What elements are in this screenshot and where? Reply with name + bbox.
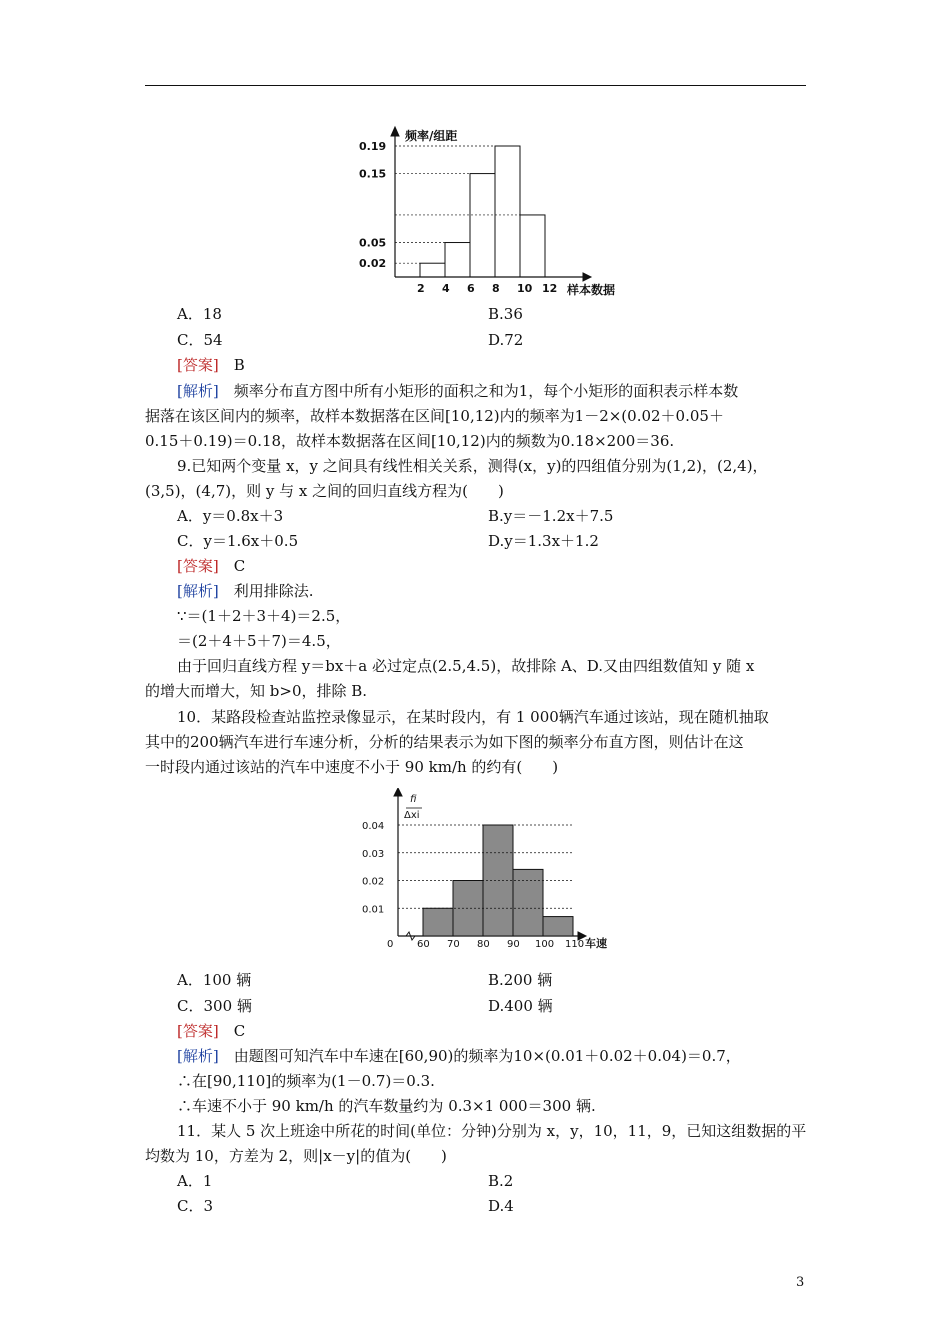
- y-tick-label: 0.02: [359, 257, 387, 271]
- q8-option-c: C．54: [177, 331, 223, 349]
- x-tick-label: 10: [517, 282, 533, 295]
- q8-answer-line: [177, 355, 245, 375]
- q10-option-a: A．100 辆: [177, 971, 252, 989]
- q8-option-d: D.72: [488, 331, 524, 349]
- q9-line-2: ∵＝(1＋2＋3＋4)＝2.5，: [177, 607, 351, 625]
- q11-option-d: D.4: [488, 1197, 514, 1215]
- chart2-xlabel: 车速: [585, 937, 607, 950]
- histogram-bar: [423, 908, 453, 936]
- q9-answer-line: [177, 556, 245, 576]
- histogram-bar: [445, 243, 470, 277]
- y-axis-arrow: [391, 127, 399, 136]
- q9-line-3: ＝(2＋4＋5＋7)＝4.5，: [177, 632, 341, 650]
- q9-analysis-line: [177, 581, 314, 601]
- q8-analysis-3: 0.15＋0.19)＝0.18，故样本数据落在区间[10,12)内的频数为0.18×200＝36.: [145, 432, 675, 450]
- answer-tag: [答案]: [177, 356, 219, 374]
- q8-analysis-line: [177, 381, 738, 401]
- histogram-bar: [520, 215, 545, 277]
- q8-option-b: B.36: [488, 305, 523, 323]
- y-tick-label: 0.01: [362, 904, 385, 916]
- q9-option-d: D.y＝1.3x＋1.2: [488, 532, 599, 550]
- page-number: 3: [796, 1275, 805, 1290]
- y-tick-label: 0.04: [362, 821, 385, 832]
- answer-tag: [答案]: [177, 557, 219, 575]
- histogram-sample-data: [355, 120, 635, 300]
- analysis-tag: [解析]: [177, 582, 219, 600]
- chart1-title: 频率/组距: [405, 129, 458, 143]
- q9-answer: C: [233, 557, 246, 575]
- histogram-vehicle-speed: [360, 788, 620, 958]
- y-axis-arrow: [394, 788, 402, 796]
- q9-analysis-1: 利用排除法.: [233, 582, 314, 600]
- x-tick-label: 60: [417, 939, 430, 950]
- q8-option-a: A．18: [177, 305, 222, 323]
- y-tick-label: 0.03: [362, 848, 385, 860]
- q10-option-d: D.400 辆: [488, 997, 553, 1015]
- q10-stem-1: 10．某路段检查站监控录像显示，在某时段内，有 1 000辆汽车通过该站，现在随机抽取: [177, 708, 769, 726]
- x-tick-label: 6: [467, 282, 475, 295]
- q9-option-c: C．y＝1.6x＋0.5: [177, 532, 299, 550]
- q8-analysis-1: 频率分布直方图中所有小矩形的面积之和为1，每个小矩形的面积表示样本数: [233, 382, 739, 400]
- chart2-ylabel-top: fi: [410, 794, 417, 805]
- q10-analysis-line: [177, 1046, 741, 1066]
- histogram-bar: [543, 917, 573, 936]
- x-axis-arrow: [583, 273, 591, 281]
- q9-line-4: 由于回归直线方程 y＝bx＋a 必过定点(2.5,4.5)，故排除 A、D.又由四组数值知 y 随 x: [177, 657, 755, 675]
- histogram-bar: [495, 146, 520, 277]
- x-tick-label: 70: [447, 939, 460, 950]
- q11-option-a: A．1: [177, 1172, 213, 1190]
- x-tick-label: 2: [417, 282, 425, 295]
- q11-stem-2: 均数为 10，方差为 2，则|x－y|的值为( ): [145, 1147, 447, 1165]
- q10-line-2: ∴在[90,110]的频率为(1－0.7)＝0.3.: [177, 1072, 435, 1090]
- histogram-bar: [513, 869, 543, 936]
- histogram-bar: [470, 174, 495, 277]
- q10-stem-3: 一时段内通过该站的汽车中速度不小于 90 km/h 的约有( ): [145, 758, 559, 776]
- q10-option-b: B.200 辆: [488, 971, 553, 989]
- q10-analysis-1: 由题图可知汽车中车速在[60,90)的频率为10×(0.01＋0.02＋0.04)＝0.7，: [233, 1047, 741, 1065]
- q10-answer-line: [177, 1021, 245, 1041]
- analysis-tag: [解析]: [177, 382, 219, 400]
- x-tick-label: 4: [442, 282, 450, 295]
- q11-stem-1: 11．某人 5 次上班途中所花的时间(单位：分钟)分别为 x，y，10，11，9，已知这组数据的平: [177, 1122, 807, 1140]
- y-tick-label: 0.15: [359, 167, 387, 181]
- q9-line-5: 的增大而增大，知 b>0，排除 B.: [145, 682, 368, 700]
- x-tick-label: 8: [492, 282, 500, 295]
- x-tick-label: 12: [542, 282, 558, 295]
- y-tick-label: 0.02: [362, 876, 385, 888]
- x-tick-label: 90: [507, 939, 520, 950]
- q11-option-b: B.2: [488, 1172, 514, 1190]
- q9-option-a: A．y＝0.8x＋3: [177, 507, 284, 525]
- x-tick-label: 80: [477, 939, 490, 950]
- q8-answer: B: [233, 356, 245, 374]
- q9-stem-1: 9.已知两个变量 x，y 之间具有线性相关关系，测得(x，y)的四组值分别为(1,2)，(2,4)，: [177, 457, 768, 475]
- chart2-origin: 0: [387, 939, 394, 950]
- q10-option-c: C．300 辆: [177, 997, 252, 1015]
- answer-tag: [答案]: [177, 1022, 219, 1040]
- chart1-xlabel: 样本数据: [567, 283, 616, 297]
- x-tick-label: 100: [535, 939, 555, 950]
- chart2-ylabel-bottom: Δxi: [404, 810, 420, 821]
- y-tick-label: 0.05: [359, 236, 387, 250]
- q10-stem-2: 其中的200辆汽车进行车速分析，分析的结果表示为如下图的频率分布直方图，则估计在这: [145, 733, 744, 751]
- header-rule: [145, 85, 806, 86]
- q11-option-c: C．3: [177, 1197, 214, 1215]
- histogram-bar: [420, 263, 445, 277]
- q9-stem-2: (3,5)，(4,7)，则 y 与 x 之间的回归直线方程为( ): [145, 482, 504, 500]
- q9-option-b: B.y＝－1.2x＋7.5: [488, 507, 614, 525]
- q10-line-3: ∴车速不小于 90 km/h 的汽车数量约为 0.3×1 000＝300 辆.: [177, 1097, 596, 1115]
- q8-analysis-2: 据落在该区间内的频率，故样本数据落在区间[10,12)内的频率为1－2×(0.02＋0.05＋: [145, 407, 724, 425]
- q10-answer: C: [233, 1022, 246, 1040]
- y-tick-label: 0.19: [359, 140, 387, 153]
- x-tick-label: 110: [565, 939, 585, 950]
- analysis-tag: [解析]: [177, 1047, 219, 1065]
